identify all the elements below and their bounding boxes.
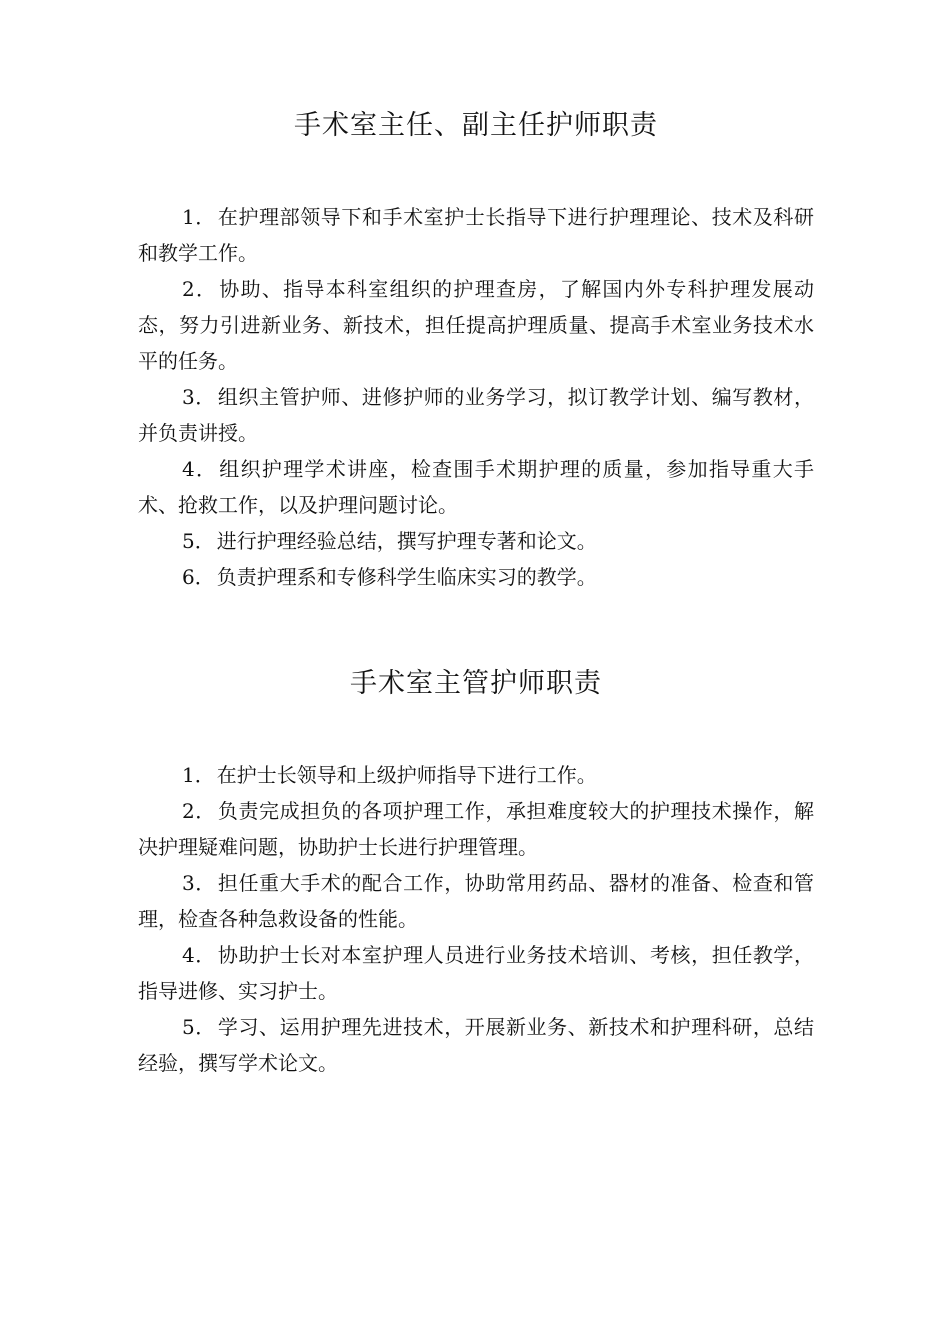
- duty-item: [138, 757, 814, 793]
- item-text: 组织主管护师、进修护师的业务学习，拟订教学计划、编写教材，并负责讲授。: [138, 385, 815, 445]
- duty-item: [138, 379, 814, 451]
- duty-item: [138, 865, 814, 937]
- section-title: 手术室主管护师职责: [350, 668, 602, 699]
- duty-list: [138, 199, 814, 595]
- item-number: 4．: [182, 457, 218, 481]
- item-text: 学习、运用护理先进技术，开展新业务、新技术和护理科研，总结经验，撰写学术论文。: [138, 1015, 815, 1075]
- item-text: 负责完成担负的各项护理工作，承担难度较大的护理技术操作，解决护理疑难问题，协助护士长进行护理管理。: [138, 799, 815, 859]
- item-text: 进行护理经验总结，撰写护理专著和论文。: [216, 529, 597, 553]
- item-number: 1．: [182, 205, 216, 229]
- item-number: 5．: [182, 1015, 216, 1039]
- duty-item: [138, 271, 814, 379]
- duty-item: [138, 937, 814, 1009]
- item-text: 在护士长领导和上级护师指导下进行工作。: [216, 763, 597, 787]
- duty-item: [138, 523, 814, 559]
- item-text: 在护理部领导下和手术室护士长指导下进行护理理论、技术及科研和教学工作。: [138, 205, 815, 265]
- duty-item: [138, 1009, 814, 1081]
- item-text: 组织护理学术讲座，检查围手术期护理的质量，参加指导重大手术、抢救工作，以及护理问题讨论。: [138, 457, 814, 517]
- item-number: 5．: [182, 529, 215, 553]
- item-number: 2．: [182, 277, 218, 301]
- item-number: 3．: [182, 385, 216, 409]
- item-text: 担任重大手术的配合工作，协助常用药品、器材的准备、检查和管理，检查各种急救设备的性能。: [138, 871, 815, 931]
- item-text: 协助、指导本科室组织的护理查房，了解国内外专科护理发展动态，努力引进新业务、新技术，担任提高护理质量、提高手术室业务技术水平的任务。: [138, 277, 814, 373]
- duty-item: [138, 793, 814, 865]
- duty-item: [138, 199, 814, 271]
- item-number: 3．: [182, 871, 216, 895]
- item-number: 4．: [182, 943, 216, 967]
- item-number: 6．: [182, 565, 215, 589]
- duty-list: [138, 757, 814, 1081]
- item-text: 负责护理系和专修科学生临床实习的教学。: [216, 565, 597, 589]
- item-number: 2．: [182, 799, 216, 823]
- duty-item: [138, 559, 814, 595]
- section-supervisor-duties: [138, 662, 814, 1081]
- duty-item: [138, 451, 814, 523]
- item-number: 1．: [182, 763, 215, 787]
- item-text: 协助护士长对本室护理人员进行业务技术培训、考核，担任教学，指导进修、实习护士。: [138, 943, 815, 1003]
- section-title: 手术室主任、副主任护师职责: [294, 110, 658, 141]
- section-director-duties: [138, 104, 814, 595]
